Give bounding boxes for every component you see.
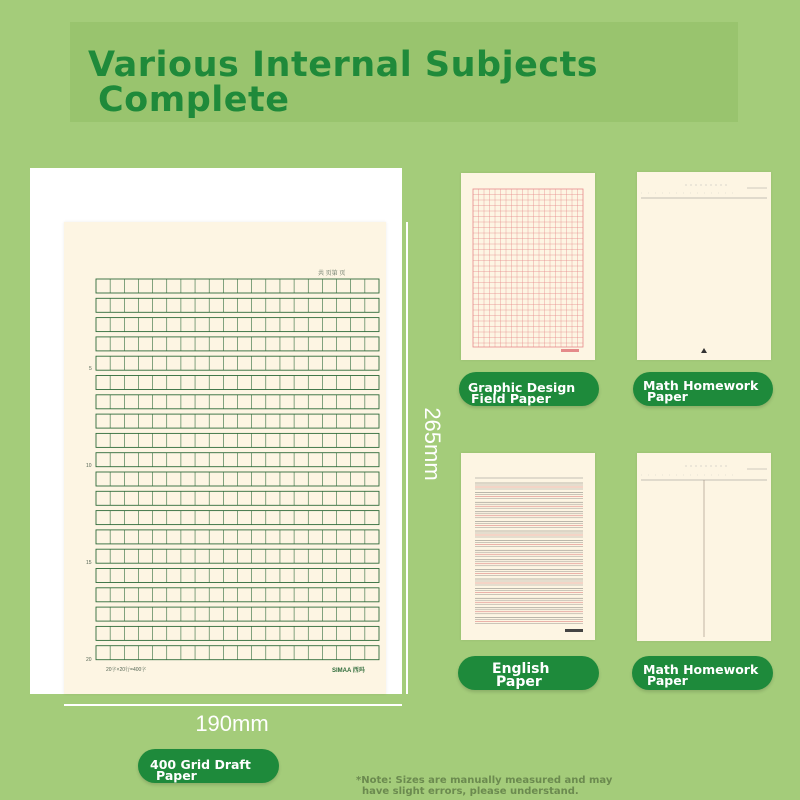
graphic-design-label[interactable] bbox=[459, 372, 599, 406]
graphic-design-grid bbox=[461, 173, 595, 360]
math-homework-2-lines bbox=[637, 453, 771, 641]
math-homework-1-label-line-1: Math Homework bbox=[643, 378, 759, 393]
english-sheet[interactable] bbox=[461, 453, 595, 640]
size-disclaimer bbox=[356, 775, 656, 797]
size-disclaimer-line-2: have slight errors, please understand. bbox=[362, 786, 579, 797]
width-dimension-label: 190mm bbox=[195, 711, 269, 736]
height-dimension-label: 265mm bbox=[420, 407, 445, 481]
row-mark-10: 10 bbox=[86, 463, 92, 469]
grid-draft-grid bbox=[64, 222, 386, 694]
grid-sheet-footer: 20字×20行=400字 bbox=[106, 667, 147, 673]
grid-sheet-brand: SIMAA 西玛 bbox=[332, 668, 365, 674]
height-dimension-line bbox=[406, 222, 408, 694]
math-homework-1-label-line-2: Paper bbox=[647, 389, 688, 404]
math-homework-label-1[interactable] bbox=[633, 372, 773, 406]
headline-line-2: Complete bbox=[98, 80, 290, 120]
row-mark-5: 5 bbox=[89, 366, 92, 372]
math-homework-2-label-line-1: Math Homework bbox=[643, 662, 759, 677]
graphic-design-label-line-2: Field Paper bbox=[471, 391, 551, 406]
math-homework-1-lines bbox=[637, 172, 771, 360]
grid-draft-label-line-1: 400 Grid Draft bbox=[150, 757, 251, 772]
grid-draft-label[interactable] bbox=[138, 749, 279, 783]
graphic-design-label-line-1: Graphic Design bbox=[468, 380, 576, 395]
math-homework-label-2[interactable] bbox=[632, 656, 773, 690]
english-label-line-1: English bbox=[492, 661, 550, 677]
row-mark-20: 20 bbox=[86, 657, 92, 663]
math-homework-sheet-2[interactable] bbox=[637, 453, 771, 641]
graphic-design-sheet[interactable] bbox=[461, 173, 595, 360]
english-lines bbox=[461, 453, 595, 640]
math-homework-2-label-line-2: Paper bbox=[647, 673, 688, 688]
math-homework-sheet-1[interactable] bbox=[637, 172, 771, 360]
row-mark-15: 15 bbox=[86, 560, 92, 566]
english-label[interactable] bbox=[458, 656, 599, 690]
width-dimension-line bbox=[64, 704, 402, 706]
headline-line-1: Various Internal Subjects bbox=[88, 45, 599, 85]
english-label-line-2: Paper bbox=[496, 674, 542, 690]
grid-draft-label-line-2: Paper bbox=[156, 768, 197, 783]
size-disclaimer-line-1: *Note: Sizes are manually measured and may bbox=[356, 775, 613, 786]
grid-draft-sheet[interactable] bbox=[64, 222, 386, 694]
grid-sheet-header: 共 页第 页 bbox=[318, 271, 346, 277]
